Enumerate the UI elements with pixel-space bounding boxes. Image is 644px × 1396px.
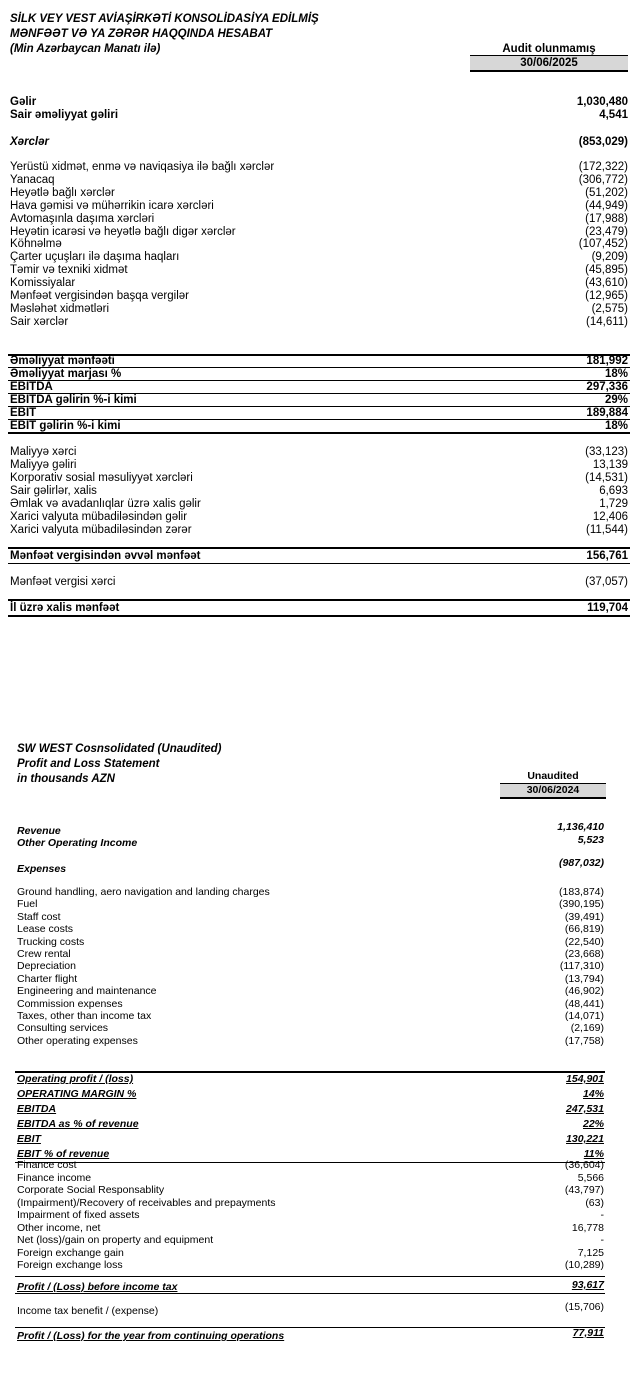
az-expense-row-label: Yanacaq bbox=[10, 173, 55, 186]
en-pbt-label: Profit / (Loss) before income tax bbox=[17, 1281, 178, 1293]
az-tax-value: (37,057) bbox=[585, 576, 628, 588]
en-finance-row-value: (63) bbox=[585, 1196, 604, 1209]
az-rule-net-bottom bbox=[8, 615, 630, 617]
en-finance-row-label: Finance income bbox=[17, 1171, 92, 1184]
en-expense-row-value: (22,540) bbox=[564, 935, 604, 948]
en-rule-pbt-top bbox=[15, 1276, 605, 1277]
az-expense-row-value: (17,988) bbox=[585, 212, 628, 225]
az-column-date: 30/06/2025 bbox=[470, 55, 628, 72]
en-expense-row-label: Fuel bbox=[17, 898, 38, 911]
az-other-income-label: Sair əməliyyat gəliri bbox=[10, 109, 119, 121]
az-expense-row-label: Yerüstü xidmət, enmə və naviqasiya ilə bağlı xərclər bbox=[10, 161, 275, 173]
en-expense-row-value: (2,169) bbox=[570, 1022, 604, 1035]
az-rule-pbt-bottom bbox=[8, 563, 630, 564]
en-title-line-1: SW WEST Cosnsolidated (Unaudited) bbox=[17, 743, 222, 755]
en-finance-row-label: Other income, net bbox=[17, 1221, 101, 1234]
az-finance-row-value: (11,544) bbox=[586, 524, 628, 536]
az-expense-row-label: Heyətin icarəsi və heyətlə bağlı digər xərclər bbox=[10, 225, 236, 238]
az-expense-row-value: (14,611) bbox=[586, 315, 628, 328]
az-expense-row-label: Hava gəmisi və mühərrikin icarə xərcləri bbox=[10, 199, 214, 212]
en-summary-row-label: EBITDA bbox=[17, 1103, 57, 1115]
en-rule-7 bbox=[15, 1162, 605, 1163]
en-expense-row-label: Taxes, other than income tax bbox=[17, 1010, 152, 1022]
az-tax-label: Mənfəət vergisi xərci bbox=[10, 576, 116, 588]
az-expense-row-value: (107,452) bbox=[578, 238, 628, 251]
en-rule-net-top bbox=[15, 1327, 605, 1328]
az-title-line-1: SİLK VEY VEST AVİAŞİRKƏTİ KONSOLİDASİYA EDİLMİŞ bbox=[10, 13, 319, 25]
en-summary-row-label: Operating profit / (loss) bbox=[17, 1073, 134, 1085]
az-finance-row-label: Xarici valyuta mübadiləsindən gəlir bbox=[10, 511, 188, 523]
az-expense-row-value: (45,895) bbox=[585, 264, 628, 277]
az-rule-pbt-top bbox=[8, 547, 630, 549]
en-summary-row-value: 11% bbox=[583, 1148, 604, 1160]
az-expenses-label: Xərclər bbox=[10, 136, 50, 148]
az-summary-row-label: EBITDA gəlirin %-i kimi bbox=[10, 394, 137, 406]
en-expense-row-label: Ground handling, aero navigation and landing charges bbox=[17, 886, 270, 898]
az-expense-row-label: Mənfəət vergisindən başqa vergilər bbox=[10, 290, 189, 302]
az-summary-row-value: 181,992 bbox=[586, 355, 628, 367]
az-summary-row-label: Əməliyyat mənfəəti bbox=[10, 355, 115, 367]
az-summary-row-value: 18% bbox=[604, 420, 628, 432]
en-statement bbox=[0, 730, 644, 1370]
az-finance-row-value: 6,693 bbox=[599, 485, 628, 497]
en-summary-row-value: 247,531 bbox=[566, 1103, 604, 1115]
az-expense-row-value: (43,610) bbox=[585, 277, 628, 290]
en-expense-row-label: Commission expenses bbox=[17, 997, 123, 1010]
az-expense-row-value: (9,209) bbox=[591, 251, 628, 264]
az-summary-row-label: EBIT gəlirin %-i kimi bbox=[10, 420, 121, 432]
az-summary-row-label: EBITDA bbox=[10, 381, 53, 393]
en-other-income-label: Other Operating Income bbox=[17, 837, 138, 849]
en-finance-row-label: Corporate Social Responsablity bbox=[17, 1184, 165, 1196]
en-tax-value: (15,706) bbox=[564, 1301, 604, 1313]
az-expense-row-value: (23,479) bbox=[585, 225, 628, 238]
en-expense-row-value: (390,195) bbox=[559, 898, 604, 911]
en-finance-row-label: Foreign exchange gain bbox=[17, 1246, 124, 1259]
az-finance-row-label: Sair gəlirlər, xalis bbox=[10, 485, 97, 497]
en-revenue-value: 1,136,410 bbox=[557, 821, 604, 833]
az-expense-row-label: Sair xərclər bbox=[10, 315, 69, 328]
az-finance-row-label: Maliyyə gəliri bbox=[10, 459, 77, 471]
en-rule-pbt-bottom bbox=[15, 1293, 605, 1294]
az-summary-row-label: Əməliyyat marjası % bbox=[10, 368, 122, 380]
az-summary-row-value: 29% bbox=[604, 394, 628, 406]
en-title-line-2: Profit and Loss Statement bbox=[17, 758, 160, 770]
en-finance-row-value: 5,566 bbox=[577, 1171, 604, 1184]
az-revenue-label: Gəlir bbox=[10, 96, 37, 108]
az-pbt-label: Mənfəət vergisindən əvvəl mənfəət bbox=[10, 550, 201, 562]
en-expense-row-value: (23,668) bbox=[564, 948, 604, 960]
en-expense-row-value: (117,310) bbox=[559, 960, 604, 973]
az-finance-row-label: Xarici valyuta mübadiləsindən zərər bbox=[10, 524, 192, 536]
az-title-line-2: MƏNFƏƏT VƏ YA ZƏRƏR HAQQINDA HESABAT bbox=[10, 28, 273, 40]
az-expense-row-value: (2,575) bbox=[591, 302, 628, 315]
en-pbt-value: 93,617 bbox=[571, 1279, 604, 1291]
en-finance-row-value: 16,778 bbox=[571, 1221, 604, 1234]
az-expense-row-label: Çarter uçuşları ilə daşıma haqları bbox=[10, 251, 180, 264]
en-expense-row-label: Other operating expenses bbox=[17, 1034, 138, 1047]
en-expense-row-value: (17,758) bbox=[564, 1034, 604, 1047]
en-net-value: 77,911 bbox=[572, 1327, 604, 1339]
az-other-income-value: 4,541 bbox=[599, 109, 628, 121]
az-finance-row-label: Korporativ sosial məsuliyyət xərcləri bbox=[10, 472, 193, 484]
en-finance-row-label: Foreign exchange loss bbox=[17, 1259, 123, 1271]
en-net-label: Profit / (Loss) for the year from continuing operations bbox=[17, 1330, 285, 1342]
en-expense-row-label: Charter flight bbox=[17, 972, 78, 985]
en-finance-row-label: (Impairment)/Recovery of receivables and prepayments bbox=[17, 1196, 276, 1209]
az-pbt-value: 156,761 bbox=[586, 550, 628, 562]
en-finance-row-value: (36,604) bbox=[564, 1159, 604, 1171]
en-summary-row-value: 22% bbox=[582, 1118, 604, 1130]
az-expense-row-value: (172,322) bbox=[578, 161, 628, 173]
en-finance-row-label: Impairment of fixed assets bbox=[17, 1209, 140, 1221]
az-expense-row-value: (12,965) bbox=[585, 290, 628, 302]
en-finance-row-value: (10,289) bbox=[564, 1259, 604, 1271]
en-title-line-3: in thousands AZN bbox=[17, 773, 115, 785]
az-expense-row-label: Təmir və texniki xidmət bbox=[10, 264, 128, 277]
az-title-line-3: (Min Azərbaycan Manatı ilə) bbox=[10, 43, 161, 55]
en-expense-row-label: Lease costs bbox=[17, 923, 74, 936]
en-summary-row-value: 14% bbox=[582, 1088, 604, 1100]
az-finance-row-label: Əmlak və avadanlıqlar üzrə xalis gəlir bbox=[10, 498, 201, 510]
az-finance-row-value: (14,531) bbox=[585, 472, 628, 484]
en-summary-row-value: 154,901 bbox=[566, 1073, 604, 1085]
en-expense-row-value: (39,491) bbox=[564, 910, 604, 923]
en-other-income-value: 5,523 bbox=[577, 834, 604, 846]
en-expense-row-value: (183,874) bbox=[559, 886, 604, 898]
en-column-header: Unaudited bbox=[527, 770, 579, 782]
en-expense-row-value: (48,441) bbox=[564, 997, 604, 1010]
az-expense-row-value: (44,949) bbox=[585, 199, 628, 212]
az-statement bbox=[0, 0, 644, 640]
en-expense-row-value: (46,902) bbox=[564, 985, 604, 998]
az-rule-net-top bbox=[8, 599, 630, 601]
en-expenses-value: (987,032) bbox=[559, 857, 604, 869]
az-summary-row-value: 18% bbox=[604, 368, 628, 380]
en-finance-row-value: - bbox=[600, 1234, 604, 1246]
az-expenses-value: (853,029) bbox=[578, 136, 628, 148]
en-expense-row-value: (13,794) bbox=[564, 972, 604, 985]
az-expense-row-label: Avtomaşınla daşıma xərcləri bbox=[10, 212, 155, 225]
en-summary-row-label: OPERATING MARGIN % bbox=[17, 1088, 137, 1100]
en-expense-row-label: Crew rental bbox=[17, 948, 71, 960]
en-finance-row-label: Finance cost bbox=[17, 1159, 77, 1171]
az-summary-row-value: 189,884 bbox=[586, 407, 628, 419]
en-expense-row-label: Consulting services bbox=[17, 1022, 109, 1035]
en-column-date: 30/06/2024 bbox=[500, 783, 606, 799]
en-expense-row-value: (66,819) bbox=[564, 923, 604, 936]
en-finance-row-value: (43,797) bbox=[564, 1184, 604, 1196]
en-summary-row-value: 130,221 bbox=[566, 1133, 604, 1145]
az-expense-row-value: (306,772) bbox=[578, 173, 628, 186]
az-net-value: 119,704 bbox=[587, 602, 628, 614]
az-finance-row-label: Maliyyə xərci bbox=[10, 446, 77, 458]
az-expense-row-label: Məsləhət xidmətləri bbox=[10, 302, 110, 315]
en-expense-row-value: (14,071) bbox=[564, 1010, 604, 1022]
az-summary-row-value: 297,336 bbox=[586, 381, 628, 393]
az-expense-row-label: Heyətlə bağlı xərclər bbox=[10, 186, 115, 199]
az-expense-row-value: (51,202) bbox=[585, 186, 628, 199]
en-summary-row-label: EBITDA as % of revenue bbox=[17, 1118, 139, 1130]
az-net-label: İl üzrə xalis mənfəət bbox=[10, 602, 120, 614]
az-finance-row-value: 12,406 bbox=[592, 511, 628, 523]
en-finance-row-value: 7,125 bbox=[577, 1246, 604, 1259]
en-tax-label: Income tax benefit / (expense) bbox=[17, 1305, 159, 1317]
az-finance-row-value: (33,123) bbox=[585, 446, 628, 458]
az-expense-row-label: Köhnəlmə bbox=[10, 238, 62, 251]
az-summary-row-label: EBIT bbox=[10, 407, 37, 419]
az-expense-row-label: Komissiyalar bbox=[10, 277, 76, 290]
en-expense-row-label: Depreciation bbox=[17, 960, 76, 973]
en-summary-row-label: EBIT % of revenue bbox=[17, 1148, 110, 1160]
en-finance-row-label: Net (loss)/gain on property and equipment bbox=[17, 1234, 214, 1246]
en-expense-row-label: Trucking costs bbox=[17, 935, 85, 948]
en-expense-row-label: Staff cost bbox=[17, 910, 61, 923]
az-finance-row-value: 13,139 bbox=[592, 459, 628, 471]
az-revenue-value: 1,030,480 bbox=[576, 96, 628, 108]
en-expense-row-label: Engineering and maintenance bbox=[17, 985, 157, 998]
en-expenses-label: Expenses bbox=[17, 863, 67, 875]
az-column-header: Audit olunmamış bbox=[502, 43, 596, 55]
en-summary-row-label: EBIT bbox=[17, 1133, 41, 1145]
en-revenue-label: Revenue bbox=[17, 825, 61, 837]
az-finance-row-value: 1,729 bbox=[599, 498, 628, 510]
en-finance-row-value: - bbox=[600, 1209, 604, 1221]
